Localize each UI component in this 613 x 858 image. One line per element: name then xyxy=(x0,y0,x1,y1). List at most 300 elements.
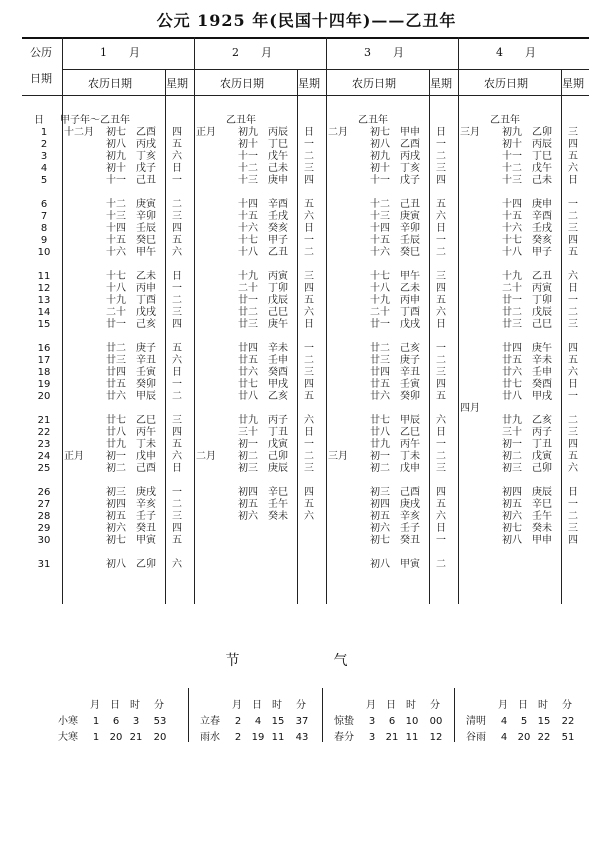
weekday: 二 xyxy=(304,355,314,366)
lunar-day: 廿五 xyxy=(370,379,390,390)
month-divider xyxy=(326,37,327,604)
year-label-m2: 乙丑年 xyxy=(226,115,256,126)
jieqi-col-header: 月 xyxy=(366,700,376,711)
weekday: 二 xyxy=(568,211,578,222)
lunar-day: 三十 xyxy=(238,427,258,438)
jieqi-col-header: 月 xyxy=(90,700,100,711)
lunar-day: 廿一 xyxy=(238,295,258,306)
ganzhi: 己巳 xyxy=(532,319,552,330)
ganzhi: 乙亥 xyxy=(268,391,288,402)
solar-day: 25 xyxy=(37,463,51,474)
lunar-day: 初一 xyxy=(502,439,522,450)
weekday: 四 xyxy=(172,319,182,330)
weekday: 六 xyxy=(172,451,182,462)
ganzhi: 壬申 xyxy=(268,355,288,366)
jieqi-col-header: 时 xyxy=(406,700,416,711)
jieqi-name: 春分 xyxy=(334,732,354,743)
ganzhi: 壬寅 xyxy=(136,367,156,378)
year-label-m1: 甲子年～乙丑年 xyxy=(60,115,130,126)
ganzhi: 丙戌 xyxy=(136,139,156,150)
ganzhi: 戊子 xyxy=(400,175,420,186)
ganzhi: 戊戌 xyxy=(136,307,156,318)
lunar-day: 廿八 xyxy=(502,391,522,402)
year-label-m4: 乙丑年 xyxy=(490,115,520,126)
ganzhi: 癸卯 xyxy=(400,391,420,402)
weekday: 日 xyxy=(172,463,182,474)
weekday: 五 xyxy=(172,343,182,354)
weekday: 三 xyxy=(304,271,314,282)
jieqi-name: 大寒 xyxy=(58,732,78,743)
ganzhi: 癸丑 xyxy=(136,523,156,534)
jieqi-value: 3 xyxy=(368,732,376,743)
ganzhi: 癸丑 xyxy=(400,535,420,546)
weekday: 六 xyxy=(568,163,578,174)
solar-day: 22 xyxy=(37,427,51,438)
weekday: 一 xyxy=(436,235,446,246)
weekday: 一 xyxy=(436,535,446,546)
lunar-day: 十三 xyxy=(238,175,258,186)
weekday: 一 xyxy=(436,139,446,150)
weekday: 六 xyxy=(172,559,182,570)
weekday: 二 xyxy=(304,151,314,162)
lunar-day: 十八 xyxy=(502,247,522,258)
lunar-day: 初二 xyxy=(502,451,522,462)
solar-day: 6 xyxy=(40,199,48,210)
jieqi-value: 15 xyxy=(537,716,551,727)
lunar-day: 初六 xyxy=(502,511,522,522)
lunar-day: 十五 xyxy=(238,211,258,222)
table-top-border xyxy=(22,37,589,39)
weekday: 二 xyxy=(172,391,182,402)
weekday: 一 xyxy=(568,199,578,210)
weekday: 六 xyxy=(436,211,446,222)
ganzhi: 庚戌 xyxy=(400,499,420,510)
lunar-day: 初八 xyxy=(370,139,390,150)
lunar-day: 初七 xyxy=(106,127,126,138)
jieqi-col-header: 分 xyxy=(296,700,306,711)
year-label-m3: 乙丑年 xyxy=(358,115,388,126)
jieqi-col-header: 分 xyxy=(430,700,440,711)
solar-day: 8 xyxy=(40,223,48,234)
solar-day: 9 xyxy=(40,235,48,246)
jieqi-name: 小寒 xyxy=(58,716,78,727)
lunar-day: 初十 xyxy=(370,163,390,174)
lunar-month-mark: 二月 xyxy=(328,127,348,138)
ganzhi: 戊辰 xyxy=(268,295,288,306)
lunar-day: 廿七 xyxy=(502,379,522,390)
ganzhi: 辛酉 xyxy=(532,211,552,222)
jieqi-value: 1 xyxy=(92,732,100,743)
lunar-day: 廿三 xyxy=(370,355,390,366)
week-divider xyxy=(561,69,562,604)
jieqi-value: 15 xyxy=(271,716,285,727)
weekday: 四 xyxy=(304,283,314,294)
ganzhi: 庚申 xyxy=(532,199,552,210)
lunar-day: 十二 xyxy=(502,163,522,174)
ganzhi: 己未 xyxy=(532,175,552,186)
lunar-day: 初二 xyxy=(106,463,126,474)
lunar-day: 廿九 xyxy=(238,415,258,426)
weekday: 三 xyxy=(304,367,314,378)
lunar-day: 初三 xyxy=(370,487,390,498)
jieqi-value: 51 xyxy=(561,732,575,743)
weekday: 六 xyxy=(172,151,182,162)
weekday: 五 xyxy=(172,139,182,150)
weekday: 一 xyxy=(304,439,314,450)
ganzhi: 丁未 xyxy=(136,439,156,450)
ganzhi: 丙寅 xyxy=(268,271,288,282)
ganzhi: 辛酉 xyxy=(268,199,288,210)
jieqi-value: 3 xyxy=(132,716,140,727)
weekday: 日 xyxy=(172,271,182,282)
weekday: 一 xyxy=(304,343,314,354)
ganzhi: 壬辰 xyxy=(136,223,156,234)
lunar-day: 十三 xyxy=(502,175,522,186)
ganzhi: 壬午 xyxy=(268,499,288,510)
solar-day: 3 xyxy=(40,151,48,162)
weekday: 五 xyxy=(568,451,578,462)
weekday: 日 xyxy=(568,379,578,390)
weekday: 一 xyxy=(568,391,578,402)
weekday: 二 xyxy=(436,151,446,162)
lunar-day: 十九 xyxy=(502,271,522,282)
weekday: 三 xyxy=(436,271,446,282)
lunar-day: 初五 xyxy=(502,499,522,510)
solar-day: 29 xyxy=(37,523,51,534)
ganzhi: 丁亥 xyxy=(136,151,156,162)
weekday: 四 xyxy=(568,235,578,246)
ganzhi: 乙丑 xyxy=(268,247,288,258)
lunar-day: 十五 xyxy=(106,235,126,246)
lunar-header: 农历日期 xyxy=(220,77,264,90)
ganzhi: 甲辰 xyxy=(400,415,420,426)
weekday: 日 xyxy=(436,523,446,534)
weekday: 四 xyxy=(172,223,182,234)
weekday: 五 xyxy=(568,247,578,258)
weekday: 四 xyxy=(304,487,314,498)
ganzhi: 壬戌 xyxy=(532,223,552,234)
lunar-day: 初八 xyxy=(106,139,126,150)
weekday: 二 xyxy=(172,295,182,306)
ganzhi: 乙酉 xyxy=(136,127,156,138)
weekday: 日 xyxy=(172,367,182,378)
weekday: 六 xyxy=(436,307,446,318)
weekday: 二 xyxy=(568,307,578,318)
ganzhi: 己亥 xyxy=(400,343,420,354)
jieqi-divider xyxy=(454,688,455,742)
lunar-day: 初五 xyxy=(370,511,390,522)
weekday: 五 xyxy=(172,439,182,450)
ganzhi: 甲申 xyxy=(400,127,420,138)
solar-day: 16 xyxy=(37,343,51,354)
lunar-day: 廿六 xyxy=(238,367,258,378)
week-divider xyxy=(429,69,430,604)
lunar-day: 廿六 xyxy=(370,391,390,402)
lunar-day: 二十 xyxy=(370,307,390,318)
ganzhi: 戊辰 xyxy=(532,307,552,318)
ganzhi: 庚寅 xyxy=(400,211,420,222)
weekday: 四 xyxy=(304,379,314,390)
jieqi-name: 谷雨 xyxy=(466,732,486,743)
jieqi-value: 53 xyxy=(153,716,167,727)
lunar-day: 初十 xyxy=(238,139,258,150)
weekday: 四 xyxy=(568,535,578,546)
jieqi-col-header: 分 xyxy=(562,700,572,711)
ganzhi: 戊寅 xyxy=(532,451,552,462)
weekday: 四 xyxy=(172,427,182,438)
lunar-day: 初九 xyxy=(238,127,258,138)
lunar-day: 廿三 xyxy=(106,355,126,366)
weekday: 二 xyxy=(436,355,446,366)
lunar-day: 十九 xyxy=(370,295,390,306)
lunar-day: 廿七 xyxy=(238,379,258,390)
weekday: 四 xyxy=(304,175,314,186)
ganzhi: 庚寅 xyxy=(136,199,156,210)
jieqi-value: 22 xyxy=(537,732,551,743)
page-title: 公元 1925 年(民国十四年)——乙丑年 xyxy=(156,11,457,30)
lunar-day: 初三 xyxy=(106,487,126,498)
jieqi-value: 22 xyxy=(561,716,575,727)
lunar-day: 初四 xyxy=(502,487,522,498)
jieqi-value: 10 xyxy=(405,716,419,727)
month-header-2: 2 月 xyxy=(232,46,272,59)
weekday: 一 xyxy=(172,487,182,498)
lunar-day: 廿二 xyxy=(370,343,390,354)
lunar-day: 廿五 xyxy=(502,355,522,366)
weekday: 四 xyxy=(568,439,578,450)
lunar-day: 廿五 xyxy=(106,379,126,390)
weekday: 三 xyxy=(568,223,578,234)
jieqi-col-header: 日 xyxy=(518,700,528,711)
solar-day: 23 xyxy=(37,439,51,450)
weekday: 六 xyxy=(304,415,314,426)
jieqi-col-header: 时 xyxy=(538,700,548,711)
weekday: 日 xyxy=(568,487,578,498)
ganzhi: 丙子 xyxy=(268,415,288,426)
jieqi-col-header: 日 xyxy=(252,700,262,711)
ganzhi: 辛亥 xyxy=(400,511,420,522)
solar-day: 15 xyxy=(37,319,51,330)
weekday: 四 xyxy=(436,283,446,294)
lunar-day: 十七 xyxy=(238,235,258,246)
lunar-day: 十一 xyxy=(238,151,258,162)
jieqi-value: 2 xyxy=(234,732,242,743)
ganzhi: 辛未 xyxy=(532,355,552,366)
lunar-month-mark: 三月 xyxy=(328,451,348,462)
solar-day: 17 xyxy=(37,355,51,366)
lunar-day: 十三 xyxy=(106,211,126,222)
ganzhi: 丁丑 xyxy=(268,427,288,438)
lunar-day: 初一 xyxy=(106,451,126,462)
ganzhi: 己卯 xyxy=(268,451,288,462)
lunar-day: 初九 xyxy=(370,151,390,162)
jieqi-value: 19 xyxy=(251,732,265,743)
ganzhi: 辛丑 xyxy=(136,355,156,366)
weekday: 日 xyxy=(568,283,578,294)
lunar-day: 初六 xyxy=(106,523,126,534)
ganzhi: 丁卯 xyxy=(532,295,552,306)
ganzhi: 戊戌 xyxy=(400,319,420,330)
lunar-month-mark: 三月 xyxy=(460,127,480,138)
solar-day: 2 xyxy=(40,139,48,150)
lunar-day: 十二 xyxy=(238,163,258,174)
ganzhi: 壬子 xyxy=(400,523,420,534)
ganzhi: 戊申 xyxy=(136,451,156,462)
lunar-day: 初六 xyxy=(370,523,390,534)
ganzhi: 乙未 xyxy=(400,283,420,294)
jieqi-value: 21 xyxy=(129,732,143,743)
solar-day: 21 xyxy=(37,415,51,426)
lunar-day: 十九 xyxy=(106,295,126,306)
ganzhi: 庚辰 xyxy=(268,463,288,474)
weekday: 二 xyxy=(304,247,314,258)
jieqi-value: 12 xyxy=(429,732,443,743)
lunar-month-mark: 十二月 xyxy=(64,127,94,138)
lunar-day: 十六 xyxy=(106,247,126,258)
header-bottom-border xyxy=(22,95,589,96)
ganzhi: 庚子 xyxy=(136,343,156,354)
ganzhi: 己酉 xyxy=(136,463,156,474)
weekday: 日 xyxy=(436,127,446,138)
ganzhi: 丙申 xyxy=(136,283,156,294)
ganzhi: 丙午 xyxy=(136,427,156,438)
ganzhi: 丁巳 xyxy=(268,139,288,150)
lunar-day: 十四 xyxy=(106,223,126,234)
ganzhi: 庚戌 xyxy=(136,487,156,498)
ganzhi: 庚午 xyxy=(268,319,288,330)
weekday: 四 xyxy=(568,343,578,354)
month-divider xyxy=(458,37,459,604)
weekday: 日 xyxy=(304,127,314,138)
lunar-day: 廿二 xyxy=(502,307,522,318)
lunar-day: 初七 xyxy=(106,535,126,546)
ganzhi: 癸亥 xyxy=(268,223,288,234)
ganzhi: 戊申 xyxy=(400,463,420,474)
week-divider xyxy=(297,69,298,604)
jieqi-value: 00 xyxy=(429,716,443,727)
weekday: 五 xyxy=(436,199,446,210)
lunar-day: 二十 xyxy=(238,283,258,294)
lunar-day: 廿七 xyxy=(370,415,390,426)
lunar-day: 廿四 xyxy=(502,343,522,354)
lunar-day: 十七 xyxy=(370,271,390,282)
lunar-day: 十八 xyxy=(106,283,126,294)
ganzhi: 甲寅 xyxy=(400,559,420,570)
jieqi-col-header: 月 xyxy=(232,700,242,711)
ganzhi: 癸未 xyxy=(532,523,552,534)
lunar-day: 初四 xyxy=(238,487,258,498)
ganzhi: 丁巳 xyxy=(532,151,552,162)
jieqi-value: 3 xyxy=(368,716,376,727)
lunar-header: 农历日期 xyxy=(352,77,396,90)
jieqi-title: 节 气 xyxy=(225,653,388,669)
weekday: 四 xyxy=(436,487,446,498)
ganzhi: 辛未 xyxy=(268,343,288,354)
ganzhi: 乙巳 xyxy=(400,427,420,438)
jieqi-value: 11 xyxy=(405,732,419,743)
lunar-day: 十二 xyxy=(106,199,126,210)
lunar-day: 初八 xyxy=(502,535,522,546)
jieqi-name: 立春 xyxy=(200,716,220,727)
weekday: 一 xyxy=(568,295,578,306)
lunar-day: 廿三 xyxy=(502,319,522,330)
lunar-day: 十五 xyxy=(502,211,522,222)
lunar-day: 廿四 xyxy=(238,343,258,354)
weekday: 五 xyxy=(436,499,446,510)
ganzhi: 壬辰 xyxy=(400,235,420,246)
jieqi-value: 37 xyxy=(295,716,309,727)
weekday: 三 xyxy=(568,127,578,138)
weekday: 三 xyxy=(436,163,446,174)
jieqi-col-header: 月 xyxy=(498,700,508,711)
lunar-day: 初四 xyxy=(106,499,126,510)
lunar-day: 初一 xyxy=(370,451,390,462)
jieqi-name: 惊蛰 xyxy=(334,716,354,727)
ganzhi: 辛巳 xyxy=(532,499,552,510)
lunar-day: 初六 xyxy=(238,511,258,522)
ganzhi: 甲午 xyxy=(400,271,420,282)
ganzhi: 丁未 xyxy=(400,451,420,462)
ganzhi: 乙卯 xyxy=(532,127,552,138)
weekday: 二 xyxy=(172,199,182,210)
ganzhi: 壬午 xyxy=(532,511,552,522)
solar-day: 10 xyxy=(37,247,51,258)
month-header-4: 4 月 xyxy=(496,46,536,59)
lunar-day: 初四 xyxy=(370,499,390,510)
weekday: 三 xyxy=(436,367,446,378)
lunar-day: 初七 xyxy=(502,523,522,534)
lunar-day: 初七 xyxy=(370,127,390,138)
weekday: 日 xyxy=(172,163,182,174)
jieqi-value: 43 xyxy=(295,732,309,743)
lunar-day: 十六 xyxy=(502,223,522,234)
weekday: 日 xyxy=(304,319,314,330)
lunar-month-mark: 正月 xyxy=(64,451,84,462)
ganzhi: 戊午 xyxy=(268,151,288,162)
weekday: 五 xyxy=(172,535,182,546)
weekday: 一 xyxy=(436,343,446,354)
week-header: 星期 xyxy=(562,77,584,90)
ganzhi: 己酉 xyxy=(400,487,420,498)
ganzhi: 辛亥 xyxy=(136,499,156,510)
weekday: 二 xyxy=(568,415,578,426)
jieqi-value: 4 xyxy=(500,732,508,743)
jieqi-value: 4 xyxy=(500,716,508,727)
weekday: 五 xyxy=(568,151,578,162)
ganzhi: 癸巳 xyxy=(136,235,156,246)
ganzhi: 癸卯 xyxy=(136,379,156,390)
ganzhi: 丙寅 xyxy=(532,283,552,294)
weekday: 日 xyxy=(436,427,446,438)
weekday: 四 xyxy=(172,523,182,534)
jieqi-value: 5 xyxy=(520,716,528,727)
lunar-day: 廿一 xyxy=(502,295,522,306)
lunar-day: 初三 xyxy=(238,463,258,474)
ganzhi: 乙巳 xyxy=(136,415,156,426)
weekday: 二 xyxy=(172,499,182,510)
solar-day: 26 xyxy=(37,487,51,498)
lunar-day: 十一 xyxy=(106,175,126,186)
solar-day: 14 xyxy=(37,307,51,318)
jieqi-value: 6 xyxy=(388,716,396,727)
lunar-day: 初八 xyxy=(106,559,126,570)
weekday: 二 xyxy=(436,559,446,570)
ganzhi: 癸酉 xyxy=(532,379,552,390)
ganzhi: 丙子 xyxy=(532,427,552,438)
lunar-day: 廿九 xyxy=(106,439,126,450)
ganzhi: 辛丑 xyxy=(400,367,420,378)
lunar-month-mark: 二月 xyxy=(196,451,216,462)
